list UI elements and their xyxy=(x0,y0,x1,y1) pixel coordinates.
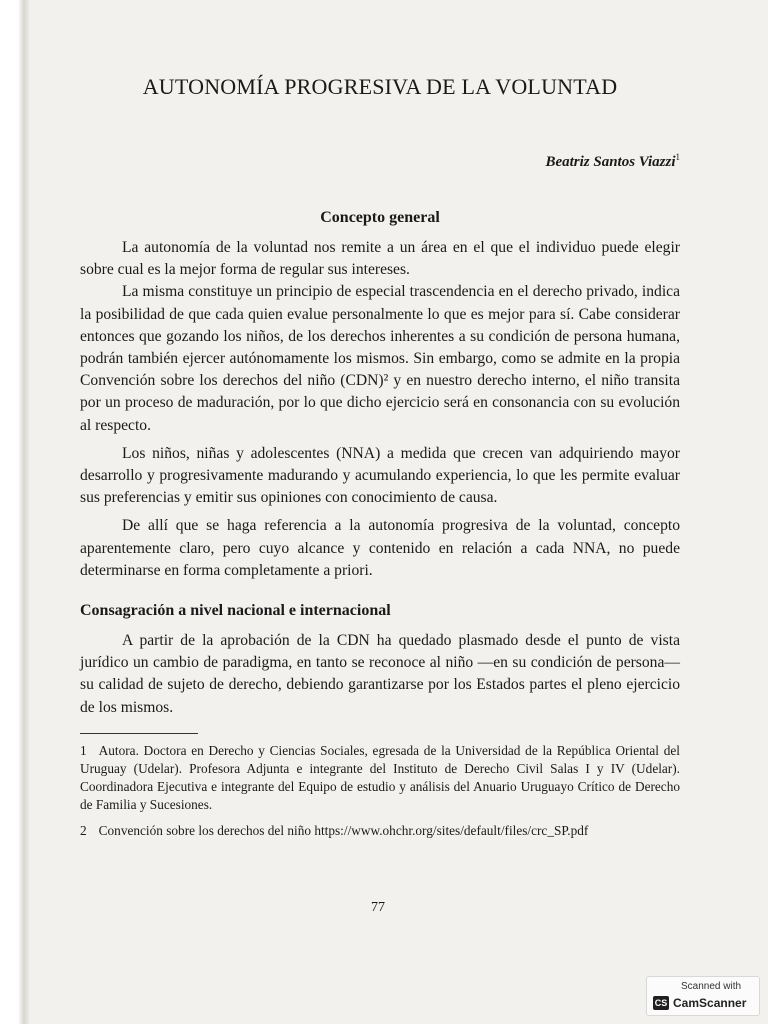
footnote-divider xyxy=(80,733,198,734)
footnote-text: Convención sobre los derechos del niño https://www.ohchr.org/sites/default/files/crc_SP.pdf xyxy=(98,822,589,838)
footnote-number: 2 xyxy=(80,822,87,838)
document-page xyxy=(80,60,680,840)
footnote-number: 1 xyxy=(80,742,87,758)
author-line xyxy=(80,152,680,171)
footnote xyxy=(80,742,680,814)
author-footnote-ref: 1 xyxy=(675,152,680,162)
badge-caption: Scanned with xyxy=(681,981,742,992)
section-heading-consagracion: Consagración a nivel nacional e internacional xyxy=(80,602,391,620)
footnote xyxy=(80,822,680,840)
badge-brand: CamScanner xyxy=(673,996,747,1010)
paragraph: Los niños, niñas y adolescentes (NNA) a medida que crecen van adquiriendo mayor desarrollo y progresivamente madurando y acumulando experiencia, lo que les permite evaluar sus preferencias y emitir sus opiniones con conocimiento de causa. xyxy=(80,444,680,507)
paragraph: A partir de la aprobación de la CDN ha quedado plasmado desde el punto de vista jurídico un cambio de paradigma, en tanto se reconoce al niño —en su condición de persona— su calidad de sujeto de derecho, debiendo garantizarse por los Estados partes el pleno ejercicio de los mismos. xyxy=(80,632,680,716)
paragraph: La autonomía de la voluntad nos remite a un área en el que el individuo puede elegir sobre cual es la mejor forma de regular sus intereses. xyxy=(80,239,680,279)
footnotes xyxy=(80,742,680,840)
paragraph: La misma constituye un principio de especial trascendencia en el derecho privado, indica la posibilidad de que cada quien evalue personalmente lo que es mejor para sí. Cabe considerar entonces que gozando los niños, de los derechos inherentes a su condición de persona humana, podrán también ejercer autónomamente los mismos. Sin embargo, como se admite en la propia Convención sobre los derechos del niño (CDN)² y en nuestro derecho interno, el niño transita por un proceso de maduración, por lo que dicho ejercicio será en consonancia con su evolución al respecto. xyxy=(80,283,680,434)
paragraph: De allí que se haga referencia a la autonomía progresiva de la voluntad, concepto aparentemente claro, pero cuyo alcance y contenido en relación a cada NNA, no puede determinarse en forma completamente a priori. xyxy=(80,517,680,579)
camscanner-logo-icon: CS xyxy=(654,998,668,1008)
section-heading-concepto: Concepto general xyxy=(320,209,440,226)
camscanner-badge xyxy=(646,976,760,1016)
footnote-text: Autora. Doctora en Derecho y Ciencias Sociales, egresada de la Universidad de la República Oriental del Uruguay (Udelar). Profesora Adjunta e integrante del Instituto de Derecho Civil Salas I y IV (Udelar). Coordinadora Ejecutiva e integrante del Equipo de estudio y análisis del Anuario Uruguayo Crítico de Derecho de Familia y Sucesiones. xyxy=(80,742,680,812)
page-number: 77 xyxy=(371,900,385,915)
document-title: AUTONOMÍA PROGRESIVA DE LA VOLUNTAD xyxy=(142,74,618,99)
author-name: Beatriz Santos Viazzi xyxy=(545,154,676,170)
scan-edge xyxy=(0,0,30,1024)
